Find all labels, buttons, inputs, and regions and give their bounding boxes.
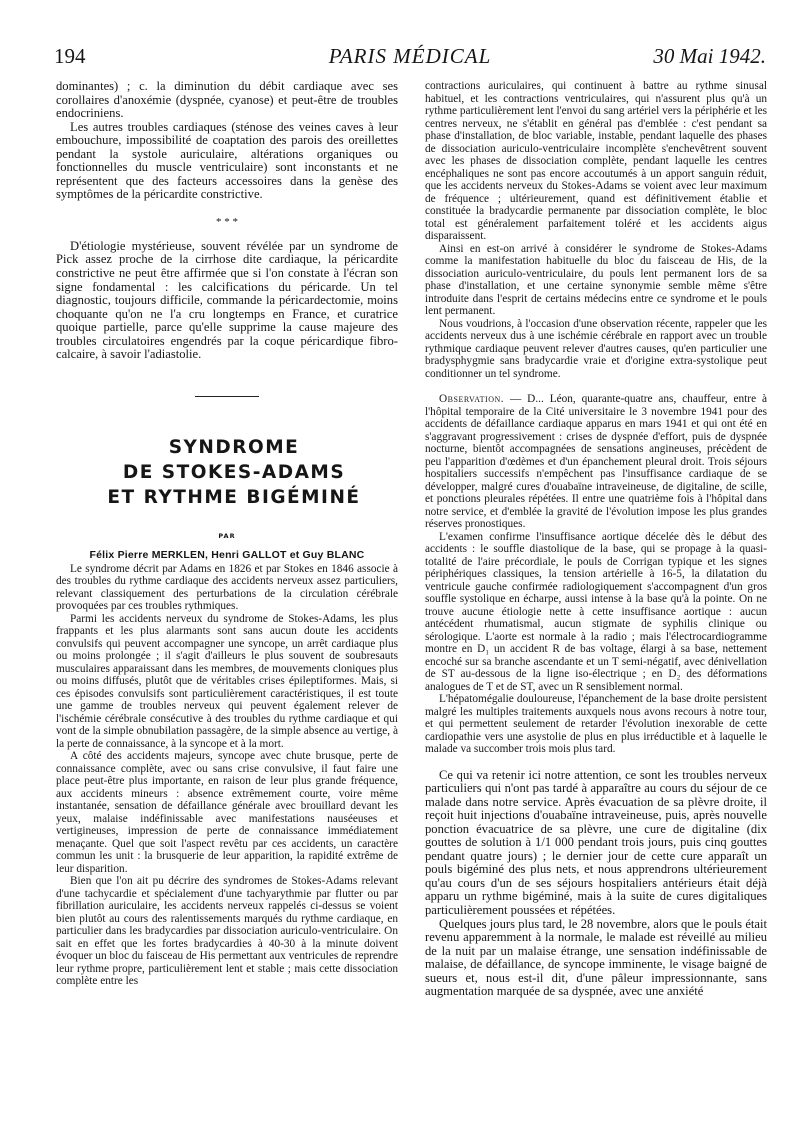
section-divider [195, 396, 259, 397]
paragraph: L'examen confirme l'insuffisance aortique décelée dès le début des accidents : le souffle diastolique de la base, qui se propage à la quasi-totalité de l'aire précordiale, le pouls de Corrigan typique et les signes périphériques classiques, la tension artérielle à 16-5, la dilatation du ventricule gauche confirmée radiologiquement s'accompagnent d'un gros souffle systolique en écharpe, aussi intense à la base qu'à la pointe. On ne trouve aucune étiologie nette à cette insuffisance aortique : aucun antécédent rhumatismal, aucun stigmate de syphilis clinique ou sérologique. L'aorte est normale à la radio ; mais l'électrocardiogramme montre en D₁ un accident R de bas voltage, élargi à sa base, nettement encoché sur sa branche ascendante et un T semi-négatif, avec dénivellation de ST au-dessous de la ligne iso-électrique ; en D₂ des déformations analogues de T et de ST, avec un R sensiblement normal. [425, 530, 767, 693]
author-connector: et Guy [289, 549, 324, 562]
left-column [56, 80, 398, 988]
paragraph: Nous voudrions, à l'occasion d'une observation récente, rappeler que les accidents nerveux dus à une ischémie cérébrale en rapport avec un trouble rythmique cardiaque peuvent relever d'autres causes, qu'en particulier une bradysphygmie sans bradycardie vraie et d'origine extra-systolique peut conditionner un tel syndrome. [425, 317, 767, 380]
issue-date: 30 Mai 1942. [653, 44, 766, 68]
paragraph: Les autres troubles cardiaques (sténose des veines caves à leur embouchure, impossibilité de coaptation des parois des oreillettes pendant la systole auriculaire, altérations organiques ou fonctionnelles du muscle ventriculaire) sont inconstants et ne représentent que des facteurs accessoires dans la genèse des symptômes de la péricardite constrictive. [56, 119, 398, 202]
paragraph: Ainsi en est-on arrivé à considérer le syndrome de Stokes-Adams comme la manifestation habituelle du bloc du faisceau de His, de la dissociation auriculo-ventriculaire, du pouls lent permanent lors de sa phase d'installation, et une certaine synonymie semble même s'être introduite dans l'esprit de certains médecins entre ce syndrome et le pouls lent permanent. [425, 242, 767, 317]
page-number: 194 [54, 44, 86, 68]
paragraph: Ce qui va retenir ici notre attention, ce sont les troubles nerveux particuliers qui n'ont pas tardé à apparaître au cours du séjour de ce malade dans notre service. Après évacuation de sa plèvre droite, il reçoit huit injections d'ouabaïne intraveineuse, puis, après nouvelle ponction évacuatrice de sa plèvre, une cure de digitaline (dix gouttes de solution à 1/1 000 pendant trois jours, puis cinq gouttes pendant quatre jours) ; le dernier jour de cette cure apparaît un pouls bigéminé des plus nets, et nous apprendrons ultérieurement qu'au cours d'un de ses séjours hospitaliers antérieurs était déjà apparu un rythme bigéminé, mais à la suite de cures digitaliques particulièrement poussées et répétées. [425, 767, 767, 917]
author-first-names: Félix Pierre [89, 549, 149, 562]
article-title-line: ET RYTHME BIGÉMINÉ [107, 486, 361, 508]
article-title-line: SYNDROME [168, 436, 300, 458]
observation-paragraph [425, 393, 767, 531]
byline-par: PAR [218, 531, 236, 540]
paragraph: D'étiologie mystérieuse, souvent révélée par un syndrome de Pick assez proche de la cirrhose dite cardiaque, la péricardite constrictive ne peut être affirmée que si l'on constate à l'écran son signe fondamental : les calcifications du péricarde. Un tel diagnostic, toujours difficile, commande la péricardectomie, moins choquante qu'on ne l'a cru longtemps en France, et curatrice quoique partielle, parce qu'elle supprime la cause majeure des troubles circulatoires engendrés par la coque péricardique fibro-calcaire, à savoir l'adiastolie. [56, 238, 398, 362]
paragraph: Le syndrome décrit par Adams en 1826 et par Stokes en 1846 associe à des troubles du rythme cardiaque des accidents nerveux assez particuliers, relevant classiquement des perturbations de la circulation cérébrale provoquées par ces troubles rythmiques. [56, 562, 398, 613]
paragraph: Bien que l'on ait pu décrire des syndromes de Stokes-Adams relevant d'une tachycardie et spécialement d'une tachyarythmie par flutter ou par fibrillation auriculaire, les accidents nerveux rappelés ci-dessus se voient bien plutôt au cours des ralentissements marqués du rythme cardiaque, en particulier dans les bradycardies par dissociation auriculo-ventriculaire. On sait en effet que les fortes bradycardies à 40-30 à la minute doivent évoquer un bloc du faisceau de His permettant aux ventricules de reprendre leur rythme propre, particulièrement lent et stable ; mais cette dissociation complète entre les [56, 875, 398, 988]
page-header [54, 44, 766, 74]
paragraph: dominantes) ; c. la diminution du débit cardiaque avec ses corollaires d'anoxémie (dyspnée, cyanose) et peut-être de troubles endocriniens. [56, 79, 398, 121]
article-title-line: DE STOKES-ADAMS [122, 461, 346, 483]
observation-text: — D... Léon, quarante-quatre ans, chauffeur, entre à l'hôpital temporaire de la Cité universitaire le 3 novembre 1941 pour des accidents de défaillance cardiaque apparus en mars 1941 et qui ont été en s'aggravant progressivement : crises de dyspnée d'effort, puis de dyspnée nocturne, bientôt accompagnées de sensations angineuses, précèdent de peu l'apparition d'œdèmes et d'un épanchement pleural droit. Trois séjours hospitaliers successifs n'empêchent pas l'insuffisance cardiaque de se développer, malgré cures d'ouabaïne intraveineuse, de digitaline, de scille, et ponctions pleurales répétées. Il entre une quatrième fois à l'hôpital dans notre service, et d'emblée la gravité de l'évolution impose les plus grandes réserves pronostiques. [425, 393, 767, 530]
article-authors [56, 549, 398, 563]
paragraph: contractions auriculaires, qui continuent à battre au rythme sinusal habituel, et les contractions ventriculaires, qui n'assurent plus qu'à un rythme particulièrement lent l'envoi du sang artériel vers la périphérie et les centres nerveux, ne s'établit en général pas d'emblée : c'est pendant sa phase d'installation, de bloc variable, instable, pendant laquelle des phases de dissociation auriculo-ventriculaire incomplète s'enchevêtrent souvent avec les phases de dissociation complète, pendant laquelle les centres encéphaliques ne sont pas encore accoutumés à un apport sanguin réduit, que les accidents nerveux du Stokes-Adams se voient avec leur maximum de fréquence ; ultérieurement, quand est définitivement établie et constituée la bradycardie permanente par dissociation complète, le bloc total est généralement parfaitement toléré et les accidents aigus disparaissent. [425, 80, 767, 242]
author-second: , Henri GALLOT [205, 549, 287, 562]
paragraph: Quelques jours plus tard, le 28 novembre, alors que le pouls était revenu apparemment à la normale, le malade est réveillé au milieu de la nuit par un malaise étrange, une sensation indéfinissable de malaise, de défaillance, de syncope imminente, le visage baigné de sueurs et, nous est-il dit, d'une pâleur impressionnante, sans augmentation marquée de sa dyspnée, avec une anxiété [425, 916, 767, 999]
author-surname: MERKLEN [151, 549, 206, 562]
paragraph: Parmi les accidents nerveux du syndrome de Stokes-Adams, les plus frappants et les plus alarmants sont sans aucun doute les accidents convulsifs qui peuvent accompagner une syncope, un arrêt cardiaque plus ou moins prolongée ; il s'agit d'ailleurs le plus souvent de soubresauts musculaires apparaissant dans les membres, de mouvements cloniques plus ou moins diffusés, plutôt que de véritables crises épileptiformes. Mais, si ces épisodes convulsifs sont particulièrement caractéristiques, il est toute une gamme de troubles nerveux qui peuvent également relever de l'ischémie cérébrale consécutive à des troubles du rythme cardiaque et qui vont de la simple obnubilation passagère, de la simple absence au vertige, à la perte de connaissance, à la syncope et à la mort. [56, 612, 398, 750]
observation-label: Observation. [439, 393, 505, 405]
journal-title: PARIS MÉDICAL [328, 44, 492, 68]
article-heading [56, 435, 398, 563]
asterism-separator: * * * [216, 215, 238, 228]
paragraph: A côté des accidents majeurs, syncope avec chute brusque, perte de connaissance complète, avec ou sans crise convulsive, il faut faire une place peut-être plus importante, en raison de leur plus grande fréquence, aux accidents mineurs : absence extrêmement courte, voire même instantanée, sensation de défaillance générale avec brouillard devant les yeux, malaise indéfinissable avec manifestations nauséeuses et vertigineuses, impression de perte de connaissance immédiatement menaçante. Quel que soit l'aspect revêtu par ces accidents, un caractère commun les unit : la brusquerie de leur apparition, la rapidité extrême de leur disparition. [56, 750, 398, 875]
author-surname: BLANC [326, 549, 365, 562]
paragraph: L'hépatomégalie douloureuse, l'épanchement de la base droite persistent malgré les multiples traitements auxquels nous avons recours à notre tour, et qui permettent seulement de retarder l'évolution inexorable de cette cardiopathie vers une asystolie de plus en plus irréductible et à laquelle le malade va succomber trois mois plus tard. [425, 693, 767, 755]
right-column [425, 80, 767, 999]
